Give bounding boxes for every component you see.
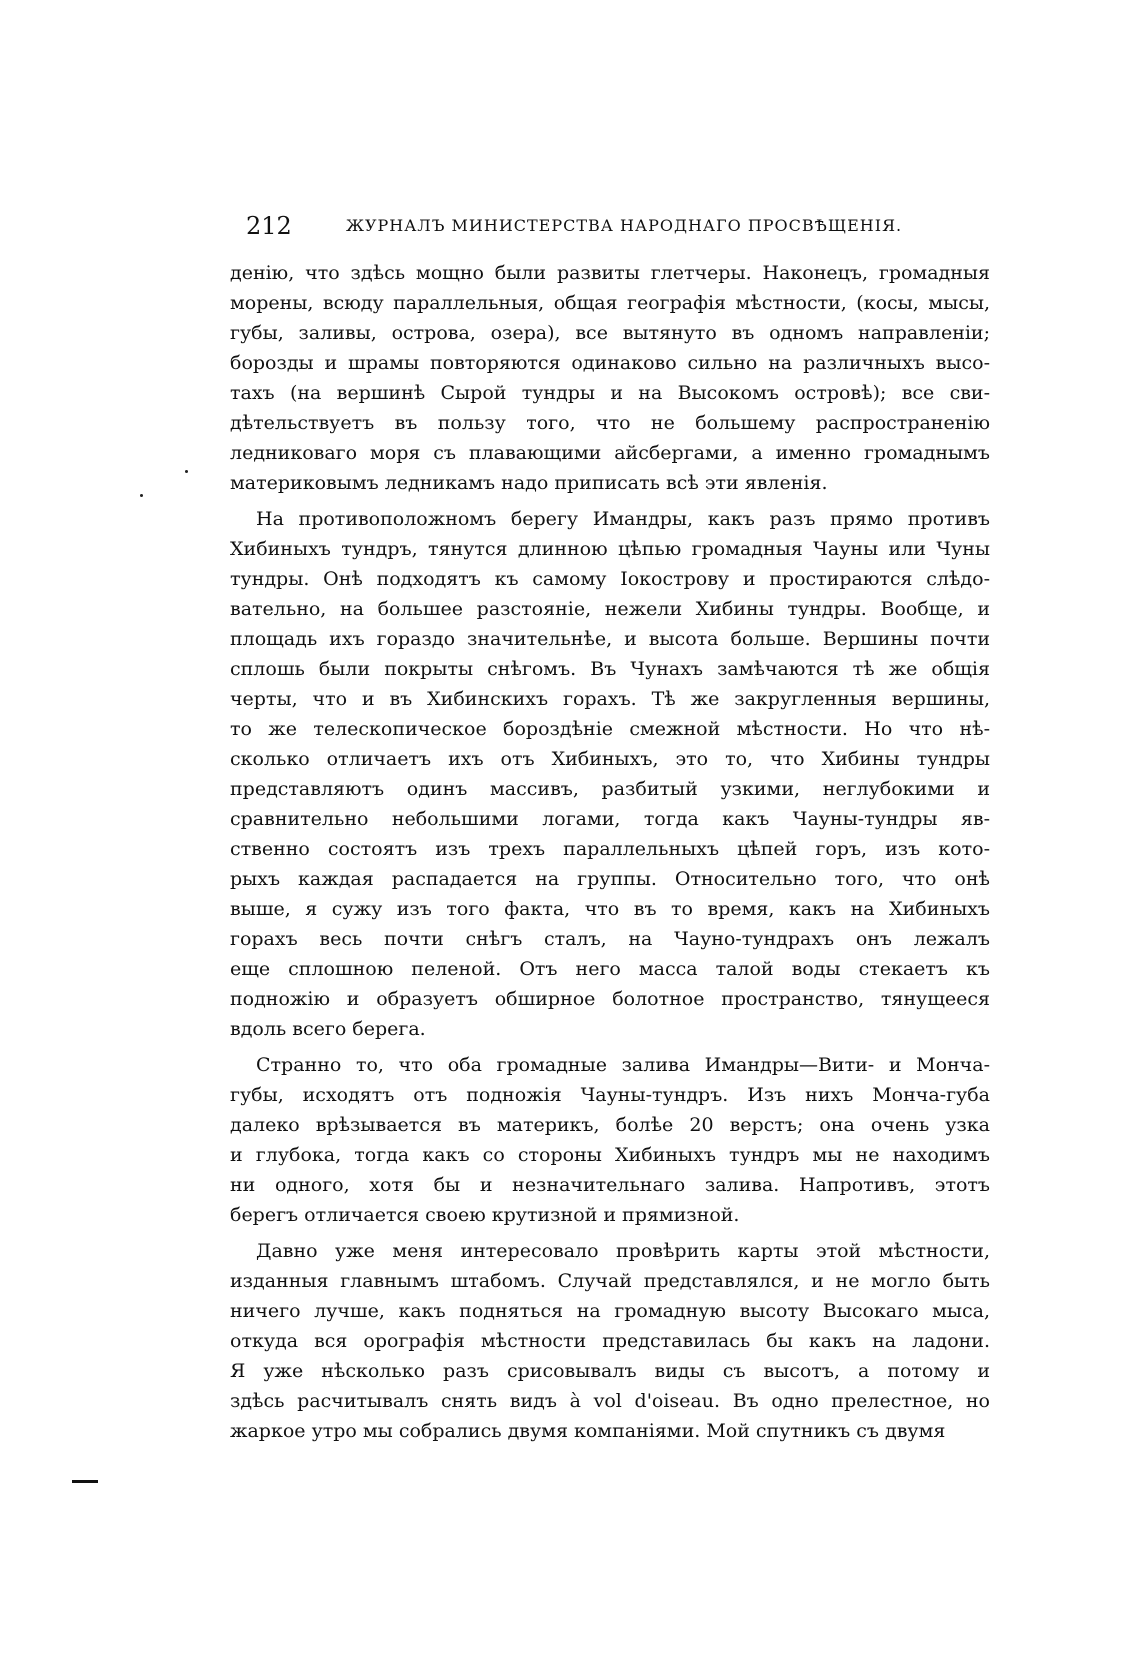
text-line: еще сплошною пеленой. Отъ него масса талой воды стекаетъ къ bbox=[230, 958, 990, 980]
text-line: черты, что и въ Хибинскихъ горахъ. Тѣ же закругленныя вершины, bbox=[230, 688, 990, 710]
text-line: подножію и образуетъ обширное болотное пространство, тянущееся bbox=[230, 988, 990, 1010]
text-line: ни одного, хотя бы и незначительнаго залива. Напротивъ, этотъ bbox=[230, 1174, 990, 1196]
paragraph bbox=[230, 1236, 990, 1446]
text-line: то же телескопическое бороздѣніе смежной мѣстности. Но что нѣ- bbox=[230, 718, 990, 740]
text-line: горахъ весь почти снѣгъ сталъ, на Чауно-тундрахъ онъ лежалъ bbox=[230, 928, 990, 950]
page-header bbox=[246, 206, 986, 246]
text-line: представляютъ одинъ массивъ, разбитый узкими, неглубокими и bbox=[230, 778, 990, 800]
text-line: тахъ (на вершинѣ Сырой тундры и на Высокомъ островѣ); все сви- bbox=[230, 382, 990, 404]
text-line: губы, заливы, острова, озера), все вытянуто въ одномъ направленіи; bbox=[230, 322, 990, 344]
page-number: 212 bbox=[246, 212, 292, 240]
text-line: рыхъ каждая распадается на группы. Относительно того, что онѣ bbox=[230, 868, 990, 890]
paragraph bbox=[230, 1050, 990, 1230]
text-line: Хибиныхъ тундръ, тянутся длинною цѣпью громадныя Чауны или Чуны bbox=[230, 538, 990, 560]
text-line: денію, что здѣсь мощно были развиты глетчеры. Наконецъ, громадныя bbox=[230, 262, 990, 284]
text-line: Я уже нѣсколько разъ срисовывалъ виды съ высотъ, а потому и bbox=[230, 1360, 990, 1382]
text-line: откуда вся орографія мѣстности представилась бы какъ на ладони. bbox=[230, 1330, 990, 1352]
text-line: сколько отличаетъ ихъ отъ Хибиныхъ, это то, что Хибины тундры bbox=[230, 748, 990, 770]
text-line: ственно состоятъ изъ трехъ параллельныхъ цѣпей горъ, изъ кото- bbox=[230, 838, 990, 860]
text-line: сплошь были покрыты снѣгомъ. Въ Чунахъ замѣчаются тѣ же общія bbox=[230, 658, 990, 680]
text-line: морены, всюду параллельныя, общая географія мѣстности, (косы, мысы, bbox=[230, 292, 990, 314]
body-text bbox=[230, 258, 990, 1446]
paragraph bbox=[230, 504, 990, 1044]
text-line: площадь ихъ гораздо значительнѣе, и высота больше. Вершины почти bbox=[230, 628, 990, 650]
text-line: борозды и шрамы повторяются одинаково сильно на различныхъ высо- bbox=[230, 352, 990, 374]
text-line: вдоль всего берега. bbox=[230, 1018, 426, 1040]
text-line: Давно уже меня интересовало провѣрить карты этой мѣстности, bbox=[256, 1240, 990, 1262]
text-line: вательно, на большее разстояніе, нежели Хибины тундры. Вообще, и bbox=[230, 598, 990, 620]
text-line: дѣтельствуетъ въ пользу того, что не большему распространенію bbox=[230, 412, 990, 434]
text-line: На противоположномъ берегу Имандры, какъ разъ прямо противъ bbox=[256, 508, 990, 530]
text-line: сравнительно небольшими логами, тогда какъ Чауны-тундры яв- bbox=[230, 808, 990, 830]
text-line: изданныя главнымъ штабомъ. Случай представлялся, и не могло быть bbox=[230, 1270, 990, 1292]
text-line: материковымъ ледникамъ надо приписать всѣ эти явленія. bbox=[230, 472, 828, 494]
text-line: далеко врѣзывается въ материкъ, болѣе 20 верстъ; она очень узка bbox=[230, 1114, 990, 1136]
margin-dot-mark bbox=[185, 470, 188, 473]
text-line: ничего лучше, какъ подняться на громадную высоту Высокаго мыса, bbox=[230, 1300, 990, 1322]
text-line: Странно то, что оба громадные залива Имандры—Вити- и Монча- bbox=[256, 1054, 990, 1076]
text-line: выше, я сужу изъ того факта, что въ то время, какъ на Хибиныхъ bbox=[230, 898, 990, 920]
text-line: жаркое утро мы собрались двумя компаніями. Мой спутникъ съ двумя bbox=[230, 1420, 946, 1442]
running-title: ЖУРНАЛЪ МИНИСТЕРСТВА НАРОДНАГО ПРОСВѢЩЕНІЯ. bbox=[346, 216, 903, 235]
text-line: ледниковаго моря съ плавающими айсбергами, а именно громаднымъ bbox=[230, 442, 990, 464]
paragraph bbox=[230, 258, 990, 498]
text-line: здѣсь расчитывалъ снять видъ à vol d'oiseau. Въ одно прелестное, но bbox=[230, 1390, 990, 1412]
text-line: берегъ отличается своею крутизной и прямизной. bbox=[230, 1204, 740, 1226]
text-line: тундры. Онѣ подходятъ къ самому Іокострову и простираются слѣдо- bbox=[230, 568, 990, 590]
margin-dot-mark bbox=[140, 494, 143, 497]
text-line: и глубока, тогда какъ со стороны Хибиныхъ тундръ мы не находимъ bbox=[230, 1144, 990, 1166]
text-line: губы, исходятъ отъ подножія Чауны-тундръ. Изъ нихъ Монча-губа bbox=[230, 1084, 990, 1106]
margin-dash-mark bbox=[72, 1480, 98, 1483]
